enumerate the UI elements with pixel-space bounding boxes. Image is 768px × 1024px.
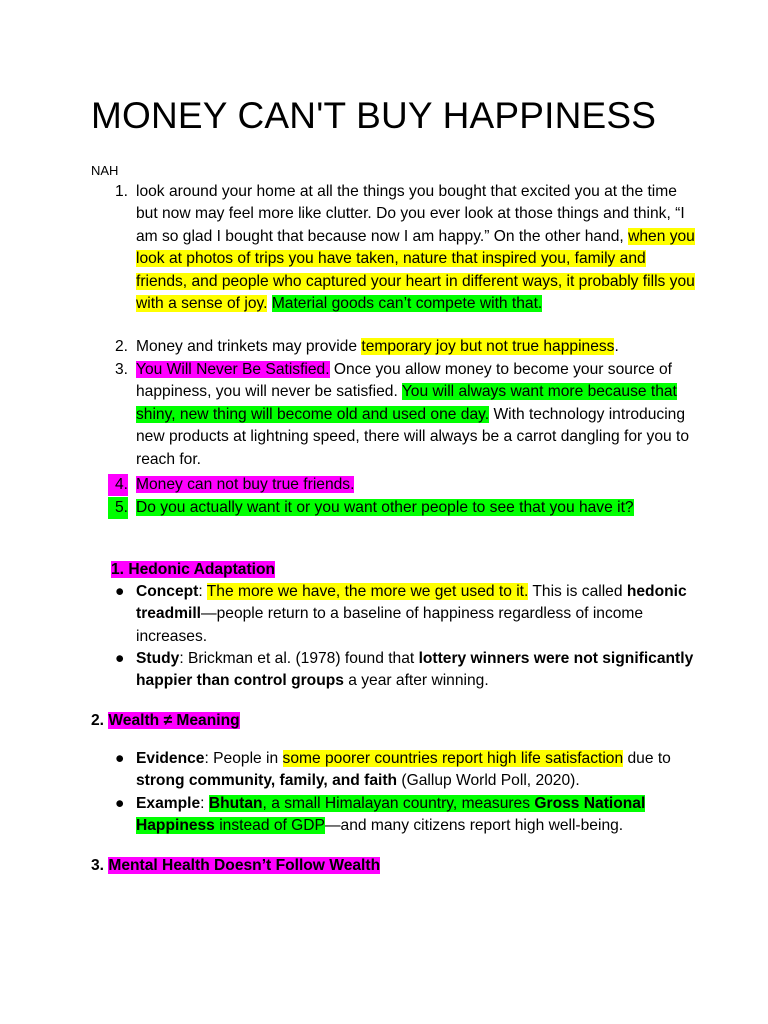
text-run: Study bbox=[136, 650, 180, 667]
text-run: : bbox=[200, 795, 209, 812]
bullet-item bbox=[115, 793, 696, 838]
text-run: With technology introducing new products at lightning speed, there will always be a carrot dangling for you to reach for. bbox=[136, 405, 690, 468]
text-run: when you look at photos of trips you have taken, nature that inspired you, family and friends, and people who captured your heart in different ways, it probably fills you with a sense of joy. bbox=[136, 227, 695, 313]
list-item-text bbox=[136, 338, 619, 355]
bullet-text bbox=[136, 650, 693, 689]
section-heading-hedonic-adaptation: 1. Hedonic Adaptation bbox=[111, 561, 276, 578]
text-run: strong community, family, and faith bbox=[136, 772, 398, 790]
text-run: Once you allow money to become your source of happiness, you will never be satisfied. bbox=[136, 361, 672, 401]
text-run: Do you actually want it or you want other people to see that you have it? bbox=[136, 499, 634, 516]
section-heading-wealth-meaning: 2. Wealth ≠ Meaning bbox=[91, 712, 240, 729]
text-run: : Brickman et al. (1978) found that bbox=[179, 650, 419, 667]
bullet-icon: ● bbox=[115, 750, 125, 767]
list-item bbox=[114, 336, 696, 358]
list-number: 3. bbox=[114, 361, 128, 378]
page-title: MONEY CAN'T BUY HAPPINESS bbox=[91, 95, 657, 136]
list-item bbox=[114, 359, 696, 471]
text-run: —and many citizens report high well-being. bbox=[324, 817, 624, 835]
bullet-item bbox=[115, 648, 696, 693]
text-run: (Gallup World Poll, 2020). bbox=[397, 772, 580, 790]
bullet-text bbox=[136, 795, 645, 834]
text-run: You Will Never Be Satisfied. bbox=[136, 361, 330, 378]
list-item-text bbox=[136, 476, 354, 493]
list-number: 4. bbox=[108, 474, 128, 496]
text-run: : People in bbox=[204, 750, 283, 767]
bullet-item bbox=[115, 748, 696, 793]
list-item bbox=[114, 497, 696, 519]
text-run: . bbox=[614, 338, 619, 355]
bullet-icon: ● bbox=[115, 583, 125, 600]
text-run: hedonic treadmill bbox=[136, 583, 687, 623]
text-run: Bhutan bbox=[208, 795, 263, 812]
list-item-text bbox=[136, 183, 695, 312]
bullet-item bbox=[115, 581, 696, 648]
text-run: Concept bbox=[136, 583, 199, 600]
bullet-text bbox=[136, 583, 687, 645]
bullet-icon: ● bbox=[115, 650, 125, 667]
section-heading-mental-health: 3. Mental Health Doesn’t Follow Wealth bbox=[91, 857, 381, 874]
text-run: Money and trinkets may provide bbox=[136, 338, 362, 355]
text-run: Money can not buy true friends. bbox=[136, 476, 355, 493]
subtitle: NAH bbox=[91, 163, 119, 178]
list-item-text bbox=[136, 361, 689, 468]
bullet-text bbox=[136, 750, 671, 789]
text-run: This is called bbox=[528, 583, 627, 600]
text-run: a year after winning. bbox=[343, 672, 489, 690]
text-run: temporary joy but not true happiness bbox=[361, 338, 615, 355]
text-run: , a small Himalayan country, measures bbox=[262, 795, 535, 812]
list-number: 5. bbox=[108, 497, 128, 519]
text-run: lottery winners were not significantly happier than control groups bbox=[136, 650, 694, 690]
text-run: some poorer countries report high life satisfaction bbox=[282, 750, 624, 767]
list-item bbox=[114, 474, 696, 496]
text-run: Gross National Happiness bbox=[136, 795, 646, 835]
text-run: Material goods can’t compete with that. bbox=[271, 295, 543, 313]
text-run: : bbox=[198, 583, 207, 600]
text-run: Example bbox=[136, 795, 201, 812]
text-run: —people return to a baseline of happiness regardless of income increases. bbox=[136, 605, 644, 645]
text-run: The more we have, the more we get used to it. bbox=[206, 583, 529, 600]
text-run: instead of GDP bbox=[214, 817, 325, 835]
text-run: You will always want more because that shiny, new thing will become old and used one day. bbox=[136, 383, 677, 423]
list-number: 2. bbox=[114, 338, 128, 355]
bullet-icon: ● bbox=[115, 795, 125, 812]
list-item-text bbox=[136, 499, 634, 516]
text-run: due to bbox=[623, 750, 671, 767]
list-item bbox=[114, 181, 696, 315]
text-run: look around your home at all the things you bought that excited you at the time but now may feel more like clutter. Do you ever look at those things and think, “I am so glad I bought that because now I am happy.” On the other hand, bbox=[136, 183, 685, 245]
list-number: 1. bbox=[114, 183, 128, 200]
text-run: Evidence bbox=[136, 750, 205, 767]
